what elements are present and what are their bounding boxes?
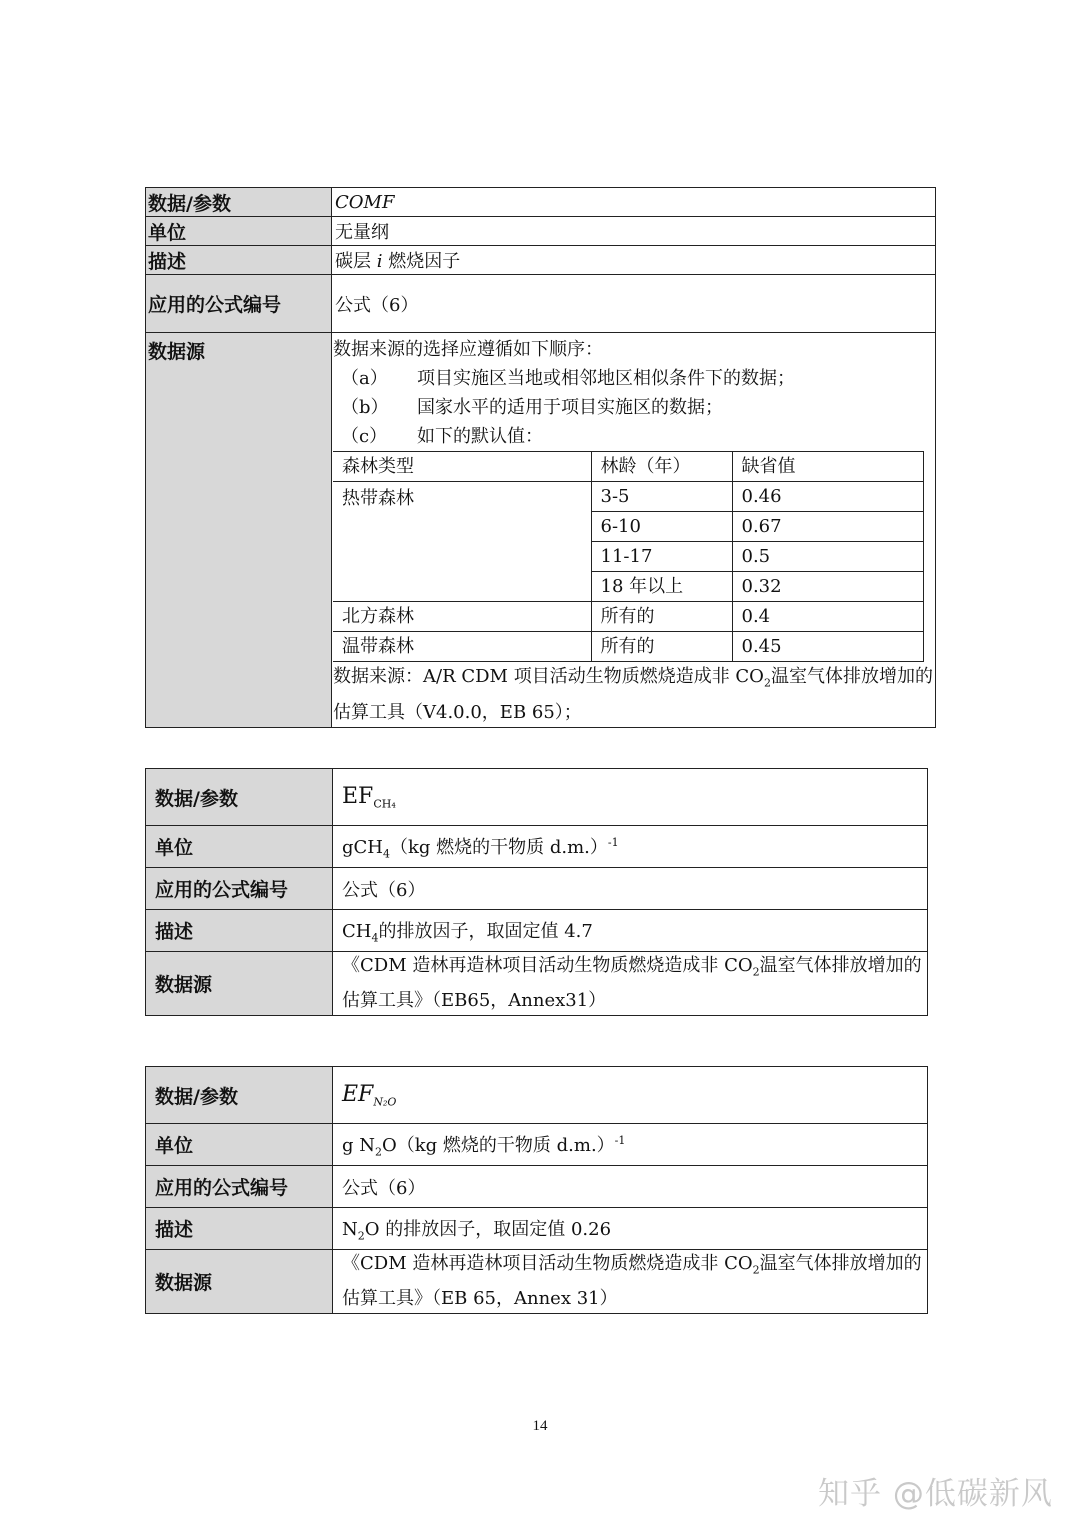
forest-age: 11-17 xyxy=(591,542,732,572)
description-label: 描述 xyxy=(146,1208,333,1250)
default-value: 0.67 xyxy=(732,512,923,542)
source-label: 数据源 xyxy=(146,1250,333,1314)
source-intro: 数据来源的选择应遵循如下顺序： xyxy=(333,339,603,360)
header-forest-age: 林龄（年） xyxy=(591,452,732,482)
source-value: 《CDM 造林再造林项目活动生物质燃烧造成非 $CO_2$温室气体排放增加的估算工具》（EB65，Annex31） xyxy=(333,952,928,1016)
source-label: 数据源 xyxy=(146,952,333,1016)
param-label: 数据/参数 xyxy=(146,188,332,217)
forest-age: 6-10 xyxy=(591,512,732,542)
description-label: 描述 xyxy=(146,910,333,952)
desc-text: 碳层 xyxy=(335,251,377,272)
param-value: $EF_{CH_4}$ xyxy=(333,769,928,826)
ef-n2o-parameter-table xyxy=(145,1066,928,1314)
option-b: （b） 国家水平的适用于项目实施区的数据； xyxy=(341,397,723,418)
desc-index: i xyxy=(376,251,383,272)
page-number: 14 xyxy=(532,1418,548,1434)
option-a: （a） 项目实施区当地或相邻地区相似条件下的数据； xyxy=(341,368,795,389)
param-symbol: COMF xyxy=(335,191,395,213)
unit-label: 单位 xyxy=(146,217,332,246)
param-label: 数据/参数 xyxy=(146,1067,333,1124)
comf-parameter-table xyxy=(145,187,936,728)
description-value: $CH_4$的排放因子，取固定值 4.7 xyxy=(333,910,928,952)
formula-value: 公式（6） xyxy=(333,868,928,910)
header-forest-type: 森林类型 xyxy=(333,452,591,482)
formula-label: 应用的公式编号 xyxy=(146,868,333,910)
formula-label: 应用的公式编号 xyxy=(146,275,332,333)
unit-label: 单位 xyxy=(146,826,333,868)
source-value: 《CDM 造林再造林项目活动生物质燃烧造成非 $CO_2$温室气体排放增加的估算工具》（EB 65，Annex 31） xyxy=(333,1250,928,1314)
source-label: 数据源 xyxy=(146,333,332,728)
default-value: 0.46 xyxy=(732,482,923,512)
param-value xyxy=(332,188,936,217)
forest-age: 3-5 xyxy=(591,482,732,512)
param-label: 数据/参数 xyxy=(146,769,333,826)
default-values-table xyxy=(333,451,924,662)
description-value xyxy=(332,246,936,275)
desc-text-2: 燃烧因子 xyxy=(382,251,461,272)
source-value xyxy=(332,333,936,728)
unit-value: 无量纲 xyxy=(332,217,936,246)
option-c: （c） 如下的默认值： xyxy=(341,426,543,447)
watermark: 知乎 @低碳新风 xyxy=(818,1476,1053,1512)
unit-value: g $N_2O(kg$ 燃烧的干物质 d.m.）$^{-1}$ xyxy=(333,1124,928,1166)
unit-value: gCH$_4$（kg 燃烧的干物质 d.m.）$^{-1}$ xyxy=(333,826,928,868)
default-value: 0.5 xyxy=(732,542,923,572)
default-value: 0.45 xyxy=(732,632,923,662)
default-value: 0.4 xyxy=(732,602,923,632)
forest-type-tropical: 热带森林 xyxy=(333,482,591,602)
param-value: $EF_{N_2O}$ xyxy=(333,1067,928,1124)
formula-label: 应用的公式编号 xyxy=(146,1166,333,1208)
forest-type-boreal: 北方森林 xyxy=(333,602,591,632)
description-label: 描述 xyxy=(146,246,332,275)
forest-age: 18 年以上 xyxy=(591,572,732,602)
formula-value: 公式（6） xyxy=(332,275,936,333)
description-value: $N_2O$ 的排放因子，取固定值 0.26 xyxy=(333,1208,928,1250)
forest-age: 所有的 xyxy=(591,632,732,662)
default-value: 0.32 xyxy=(732,572,923,602)
header-default-value: 缺省值 xyxy=(732,452,923,482)
unit-label: 单位 xyxy=(146,1124,333,1166)
forest-age: 所有的 xyxy=(591,602,732,632)
forest-type-temperate: 温带森林 xyxy=(333,632,591,662)
ef-ch4-parameter-table xyxy=(145,768,928,1016)
formula-value: 公式（6） xyxy=(333,1166,928,1208)
source-note: 数据来源：A/R CDM 项目活动生物质燃烧造成非 $CO_2$温室气体排放增加的估算工具（V4.0.0，EB 65）； xyxy=(333,666,933,723)
